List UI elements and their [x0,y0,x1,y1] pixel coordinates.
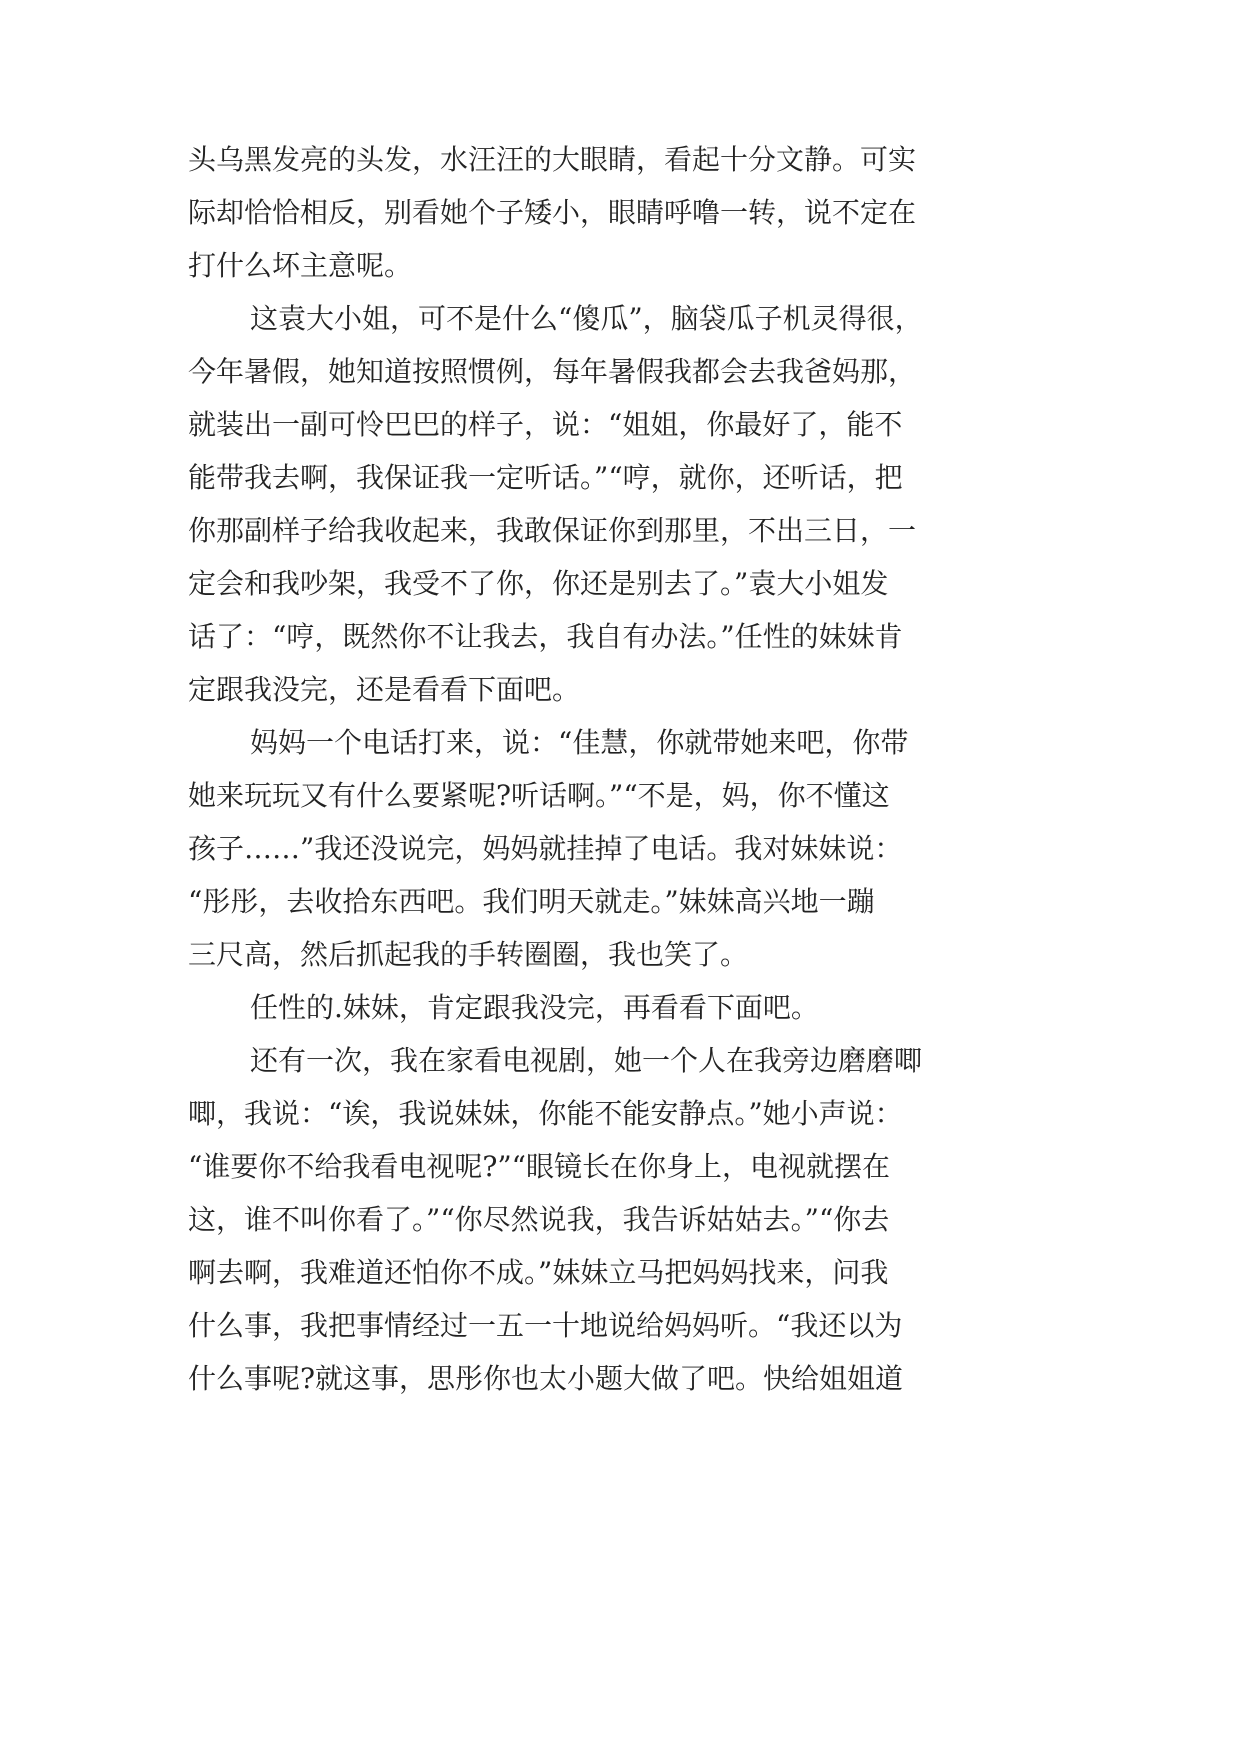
text-line: 话了：“哼，既然你不让我去，我自有办法。”任性的妹妹肯 [188,620,903,653]
text-line: 这，谁不叫你看了。”“你尽然说我，我告诉姑姑去。”“你去 [188,1203,890,1236]
text-line: “彤彤，去收拾东西吧。我们明天就走。”妹妹高兴地一蹦 [188,885,875,918]
paragraph-first-line: 任性的.妹妹，肯定跟我没完，再看看下面吧。 [250,991,819,1024]
text-line: 三尺高，然后抓起我的手转圈圈，我也笑了。 [188,938,749,971]
text-line: 定会和我吵架，我受不了你，你还是别去了。”袁大小姐发 [188,567,889,600]
text-line: 唧，我说：“诶，我说妹妹，你能不能安静点。”她小声说： [188,1097,903,1130]
text-line: 什么事呢?就这事，思彤你也太小题大做了吧。快给姐姐道 [188,1362,904,1395]
text-line: 能带我去啊，我保证我一定听话。”“哼，就你，还听话，把 [188,461,903,494]
text-line: 际却恰恰相反，别看她个子矮小，眼睛呼噜一转，说不定在 [188,196,917,229]
text-line: 她来玩玩又有什么要紧呢?听话啊。”“不是，妈，你不懂这 [188,779,890,812]
text-line: 今年暑假，她知道按照惯例，每年暑假我都会去我爸妈那， [188,355,917,388]
text-line: “谁要你不给我看电视呢?”“眼镜长在你身上，电视就摆在 [188,1150,890,1183]
text-line: 定跟我没完，还是看看下面吧。 [188,673,581,706]
text-line: 你那副样子给我收起来，我敢保证你到那里，不出三日，一 [188,514,917,547]
paragraph-first-line: 妈妈一个电话打来，说：“佳慧，你就带她来吧，你带 [250,726,909,759]
document-page [188,140,1054,1640]
text-line: 头乌黑发亮的头发，水汪汪的大眼睛，看起十分文静。可实 [188,143,917,176]
text-line: 什么事，我把事情经过一五一十地说给妈妈听。“我还以为 [188,1309,903,1342]
text-line: 孩子……”我还没说完，妈妈就挂掉了电话。我对妹妹说： [188,832,903,865]
text-line: 就装出一副可怜巴巴的样子，说：“姐姐，你最好了，能不 [188,408,903,441]
text-line: 啊去啊，我难道还怕你不成。”妹妹立马把妈妈找来，问我 [188,1256,889,1289]
text-line: 打什么坏主意呢。 [188,249,413,282]
paragraph-first-line: 这袁大小姐，可不是什么“傻瓜”，脑袋瓜子机灵得很， [250,302,923,335]
paragraph-first-line: 还有一次，我在家看电视剧，她一个人在我旁边磨磨唧 [250,1044,923,1077]
